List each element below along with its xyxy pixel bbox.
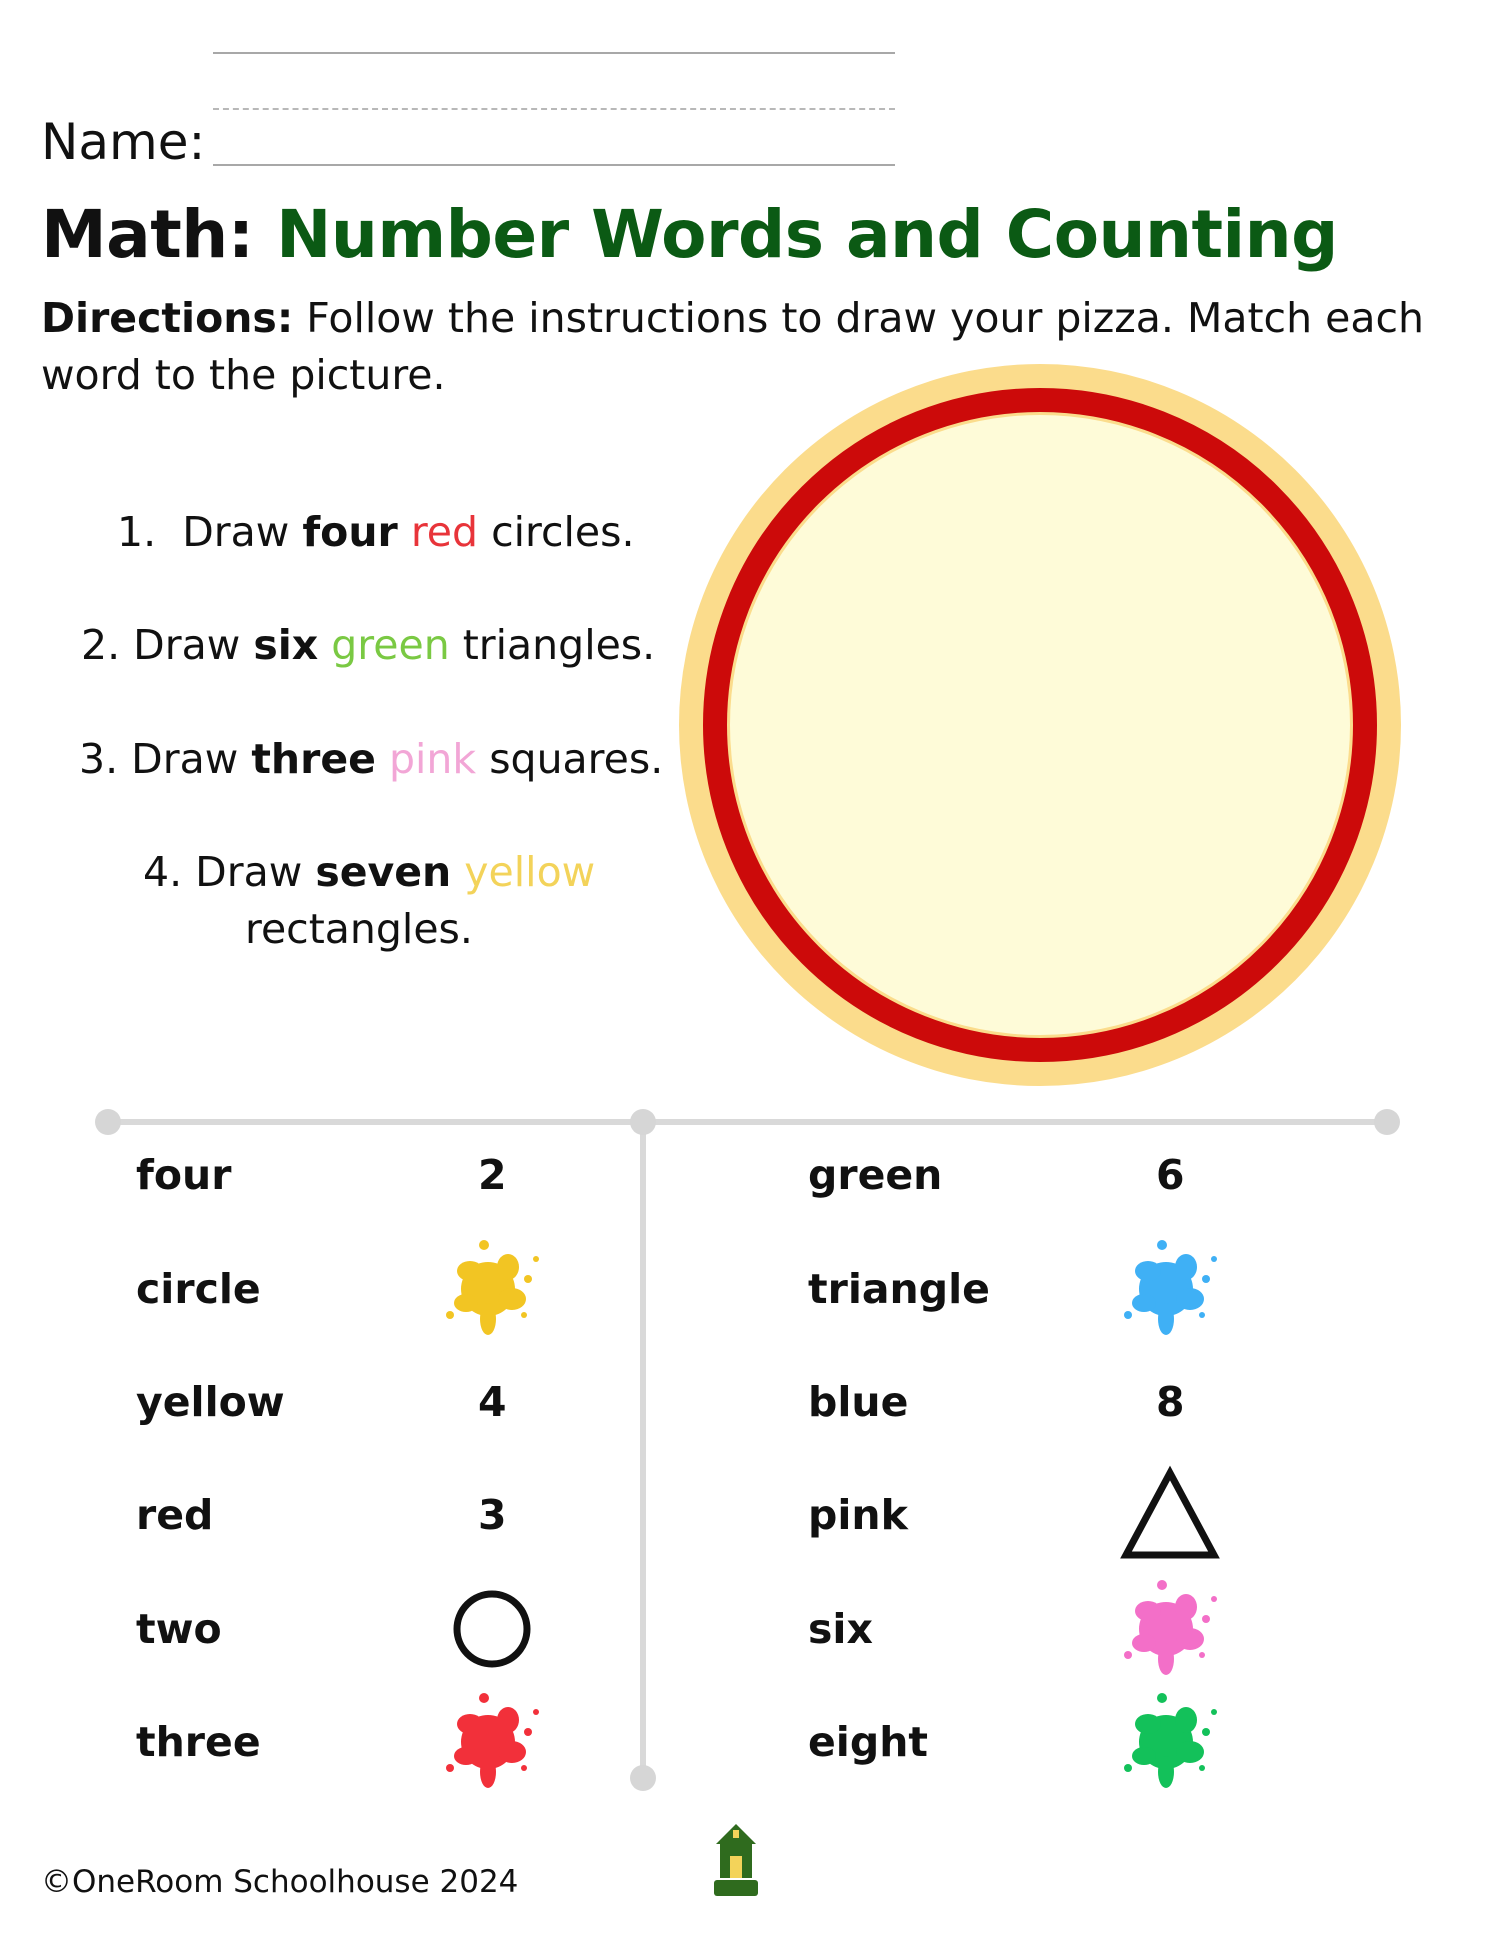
divider-bottom-dot — [630, 1765, 656, 1791]
directions-label: Directions: — [41, 294, 294, 342]
instruction-color-word: green — [331, 621, 450, 669]
instruction-count: three — [251, 735, 376, 783]
instruction-color-word: yellow — [464, 848, 596, 896]
pink-paint-splat-icon — [1118, 1577, 1222, 1681]
directions-text: Follow the instructions to draw your pizza. Match each word to the picture. — [41, 294, 1424, 399]
yellow-paint-splat-icon — [440, 1237, 544, 1341]
name-guide-dashed-line — [213, 108, 895, 110]
match-number-3[interactable]: 3 — [478, 1491, 507, 1539]
schoolhouse-logo-icon — [712, 1822, 760, 1898]
circle-outline-icon — [440, 1577, 544, 1681]
match-word-green[interactable]: green — [808, 1151, 943, 1199]
match-word-pink[interactable]: pink — [808, 1491, 908, 1539]
name-label: Name: — [41, 113, 206, 171]
match-number-8[interactable]: 8 — [1156, 1378, 1185, 1426]
match-word-six[interactable]: six — [808, 1605, 873, 1653]
footer-copyright — [41, 1864, 518, 1900]
copyright-text: OneRoom Schoolhouse 2024 — [72, 1864, 519, 1900]
instruction-4-continued — [245, 905, 473, 953]
triangle-outline-icon — [1118, 1463, 1222, 1567]
instruction-shape: circles. — [491, 508, 635, 556]
copyright-icon: © — [41, 1864, 72, 1900]
instruction-color-word: pink — [388, 735, 477, 783]
instruction-shape: triangles. — [462, 621, 656, 669]
match-picture[interactable] — [1118, 1463, 1222, 1571]
instruction-shape: squares. — [489, 735, 664, 783]
match-picture[interactable] — [1118, 1577, 1222, 1685]
name-guide-top-line — [213, 52, 895, 54]
match-word-yellow[interactable]: yellow — [136, 1378, 285, 1426]
instruction-count: four — [302, 508, 398, 556]
instruction-number: 3. — [79, 735, 119, 783]
instruction-count: six — [253, 621, 319, 669]
divider-end-dot — [95, 1109, 121, 1135]
blue-paint-splat-icon — [1118, 1237, 1222, 1341]
instruction-shape: rectangles. — [245, 905, 473, 953]
pizza-cheese — [730, 415, 1350, 1035]
title-prefix: Math: — [41, 196, 254, 273]
instruction-number: 1. — [117, 508, 157, 556]
page-title — [41, 196, 1338, 273]
pizza-drawing-area[interactable] — [670, 355, 1410, 1095]
match-picture[interactable] — [1118, 1690, 1222, 1798]
match-picture[interactable] — [1118, 1237, 1222, 1345]
instruction-3 — [79, 735, 663, 783]
instruction-color-word: red — [410, 508, 479, 556]
instruction-verb: Draw — [133, 621, 241, 669]
instruction-verb: Draw — [131, 735, 239, 783]
instruction-count: seven — [315, 848, 452, 896]
match-number-6[interactable]: 6 — [1156, 1151, 1185, 1199]
match-picture[interactable] — [440, 1577, 544, 1685]
match-number-2[interactable]: 2 — [478, 1151, 507, 1199]
match-word-three[interactable]: three — [136, 1718, 261, 1766]
match-word-circle[interactable]: circle — [136, 1265, 261, 1313]
instruction-2 — [81, 621, 655, 669]
instruction-number: 4. — [143, 848, 183, 896]
match-word-blue[interactable]: blue — [808, 1378, 909, 1426]
divider-center-dot — [630, 1109, 656, 1135]
title-subject: Number Words and Counting — [276, 196, 1338, 273]
match-word-eight[interactable]: eight — [808, 1718, 928, 1766]
instruction-number: 2. — [81, 621, 121, 669]
match-word-red[interactable]: red — [136, 1491, 214, 1539]
match-picture[interactable] — [440, 1690, 544, 1798]
match-picture[interactable] — [440, 1237, 544, 1345]
name-writing-line[interactable] — [213, 164, 895, 166]
instruction-4 — [143, 848, 595, 896]
divider-end-dot — [1374, 1109, 1400, 1135]
match-number-4[interactable]: 4 — [478, 1378, 507, 1426]
red-paint-splat-icon — [440, 1690, 544, 1794]
match-word-triangle[interactable]: triangle — [808, 1265, 990, 1313]
instruction-verb: Draw — [195, 848, 303, 896]
green-paint-splat-icon — [1118, 1690, 1222, 1794]
match-word-four[interactable]: four — [136, 1151, 232, 1199]
match-word-two[interactable]: two — [136, 1605, 222, 1653]
instruction-verb: Draw — [182, 508, 290, 556]
instruction-1 — [117, 508, 635, 556]
